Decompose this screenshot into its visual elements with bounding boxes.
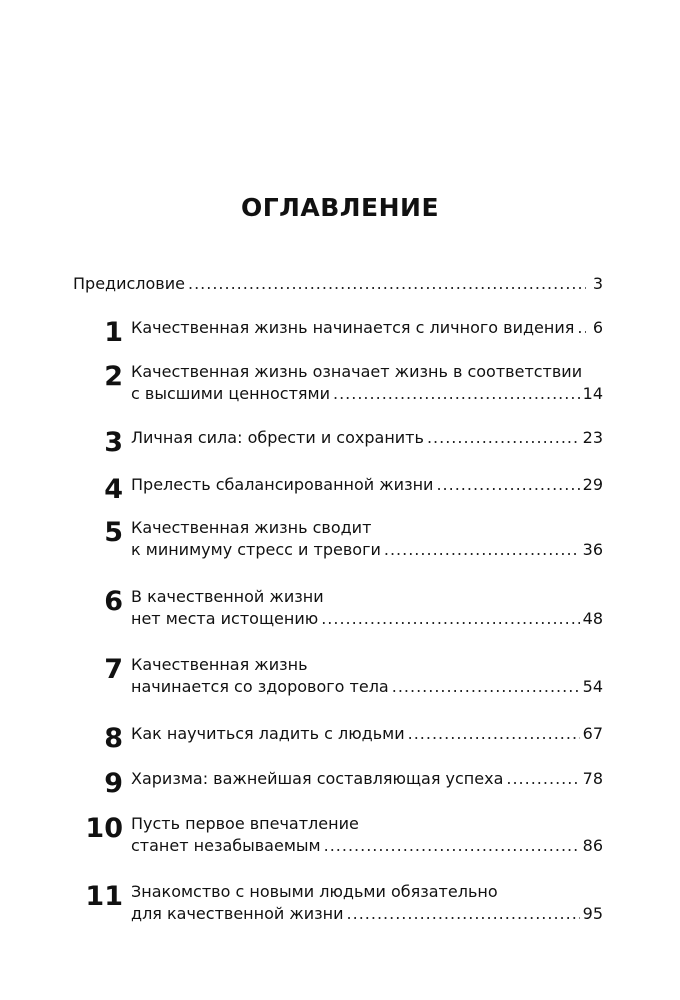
dot-leader (506, 768, 579, 790)
toc-page-number: 86 (582, 836, 603, 855)
toc-page-number: 36 (582, 540, 603, 559)
dot-leader (392, 676, 580, 698)
toc-entry-title: Знакомство с новыми людьми обязательно (131, 882, 498, 901)
chapter-number: 2 (104, 361, 123, 392)
toc-page-number: 48 (582, 609, 603, 628)
dot-leader (324, 835, 580, 857)
toc-entry-title-cont: станет незабываемым (131, 836, 321, 855)
toc-page-number: 3 (592, 274, 603, 293)
toc-entry-title-cont: для качественной жизни (131, 904, 344, 923)
chapter-number: 4 (104, 474, 123, 505)
toc-entry-title: В качественной жизни (131, 587, 324, 606)
toc-entry-title-cont: с высшими ценностями (131, 384, 330, 403)
toc-entry-title: Качественная жизнь (131, 655, 308, 674)
toc-page-number: 67 (582, 724, 603, 743)
toc-page-number: 95 (582, 904, 603, 923)
dot-leader (384, 539, 580, 561)
dot-leader (347, 903, 580, 925)
dot-leader (408, 723, 580, 745)
toc-entry-title: Пусть первое впечатление (131, 814, 359, 833)
chapter-number: 8 (104, 723, 123, 754)
toc-entry-title: Качественная жизнь означает жизнь в соответствии (131, 362, 583, 381)
dot-leader (188, 273, 586, 295)
toc-entry-title-cont: к минимуму стресс и тревоги (131, 540, 381, 559)
chapter-number: 9 (104, 768, 123, 799)
toc-entry-title: Качественная жизнь сводит (131, 518, 372, 537)
toc-page-number: 14 (582, 384, 603, 403)
toc-page-number: 6 (592, 318, 603, 337)
dot-leader (321, 608, 579, 630)
toc-entry-title: Харизма: важнейшая составляющая успеха (131, 769, 504, 788)
dot-leader (333, 383, 580, 405)
toc-entry-title-cont: начинается со здорового тела (131, 677, 389, 696)
page-title: ОГЛАВЛЕНИЕ (240, 193, 440, 222)
chapter-number: 11 (85, 881, 123, 912)
toc-entry-title: Качественная жизнь начинается с личного видения (131, 318, 575, 337)
toc-entry-title: Прелесть сбалансированной жизни (131, 475, 434, 494)
chapter-number: 5 (104, 517, 123, 548)
toc-page-number: 23 (582, 428, 603, 447)
chapter-number: 1 (104, 317, 123, 348)
chapter-number: 6 (104, 586, 123, 617)
dot-leader (577, 317, 586, 339)
toc-entry-title: Как научиться ладить с людьми (131, 724, 405, 743)
toc-entry-title: Личная сила: обрести и сохранить (131, 428, 424, 447)
toc-entry-title-cont: нет места истощению (131, 609, 319, 628)
dot-leader (436, 474, 579, 496)
chapter-number: 10 (85, 813, 123, 844)
toc-page-number: 54 (582, 677, 603, 696)
chapter-number: 7 (104, 654, 123, 685)
dot-leader (427, 427, 580, 449)
toc-page-number: 29 (582, 475, 603, 494)
chapter-number: 3 (104, 427, 123, 458)
toc-entry-title: Предисловие (73, 274, 185, 293)
toc-page-number: 78 (582, 769, 603, 788)
